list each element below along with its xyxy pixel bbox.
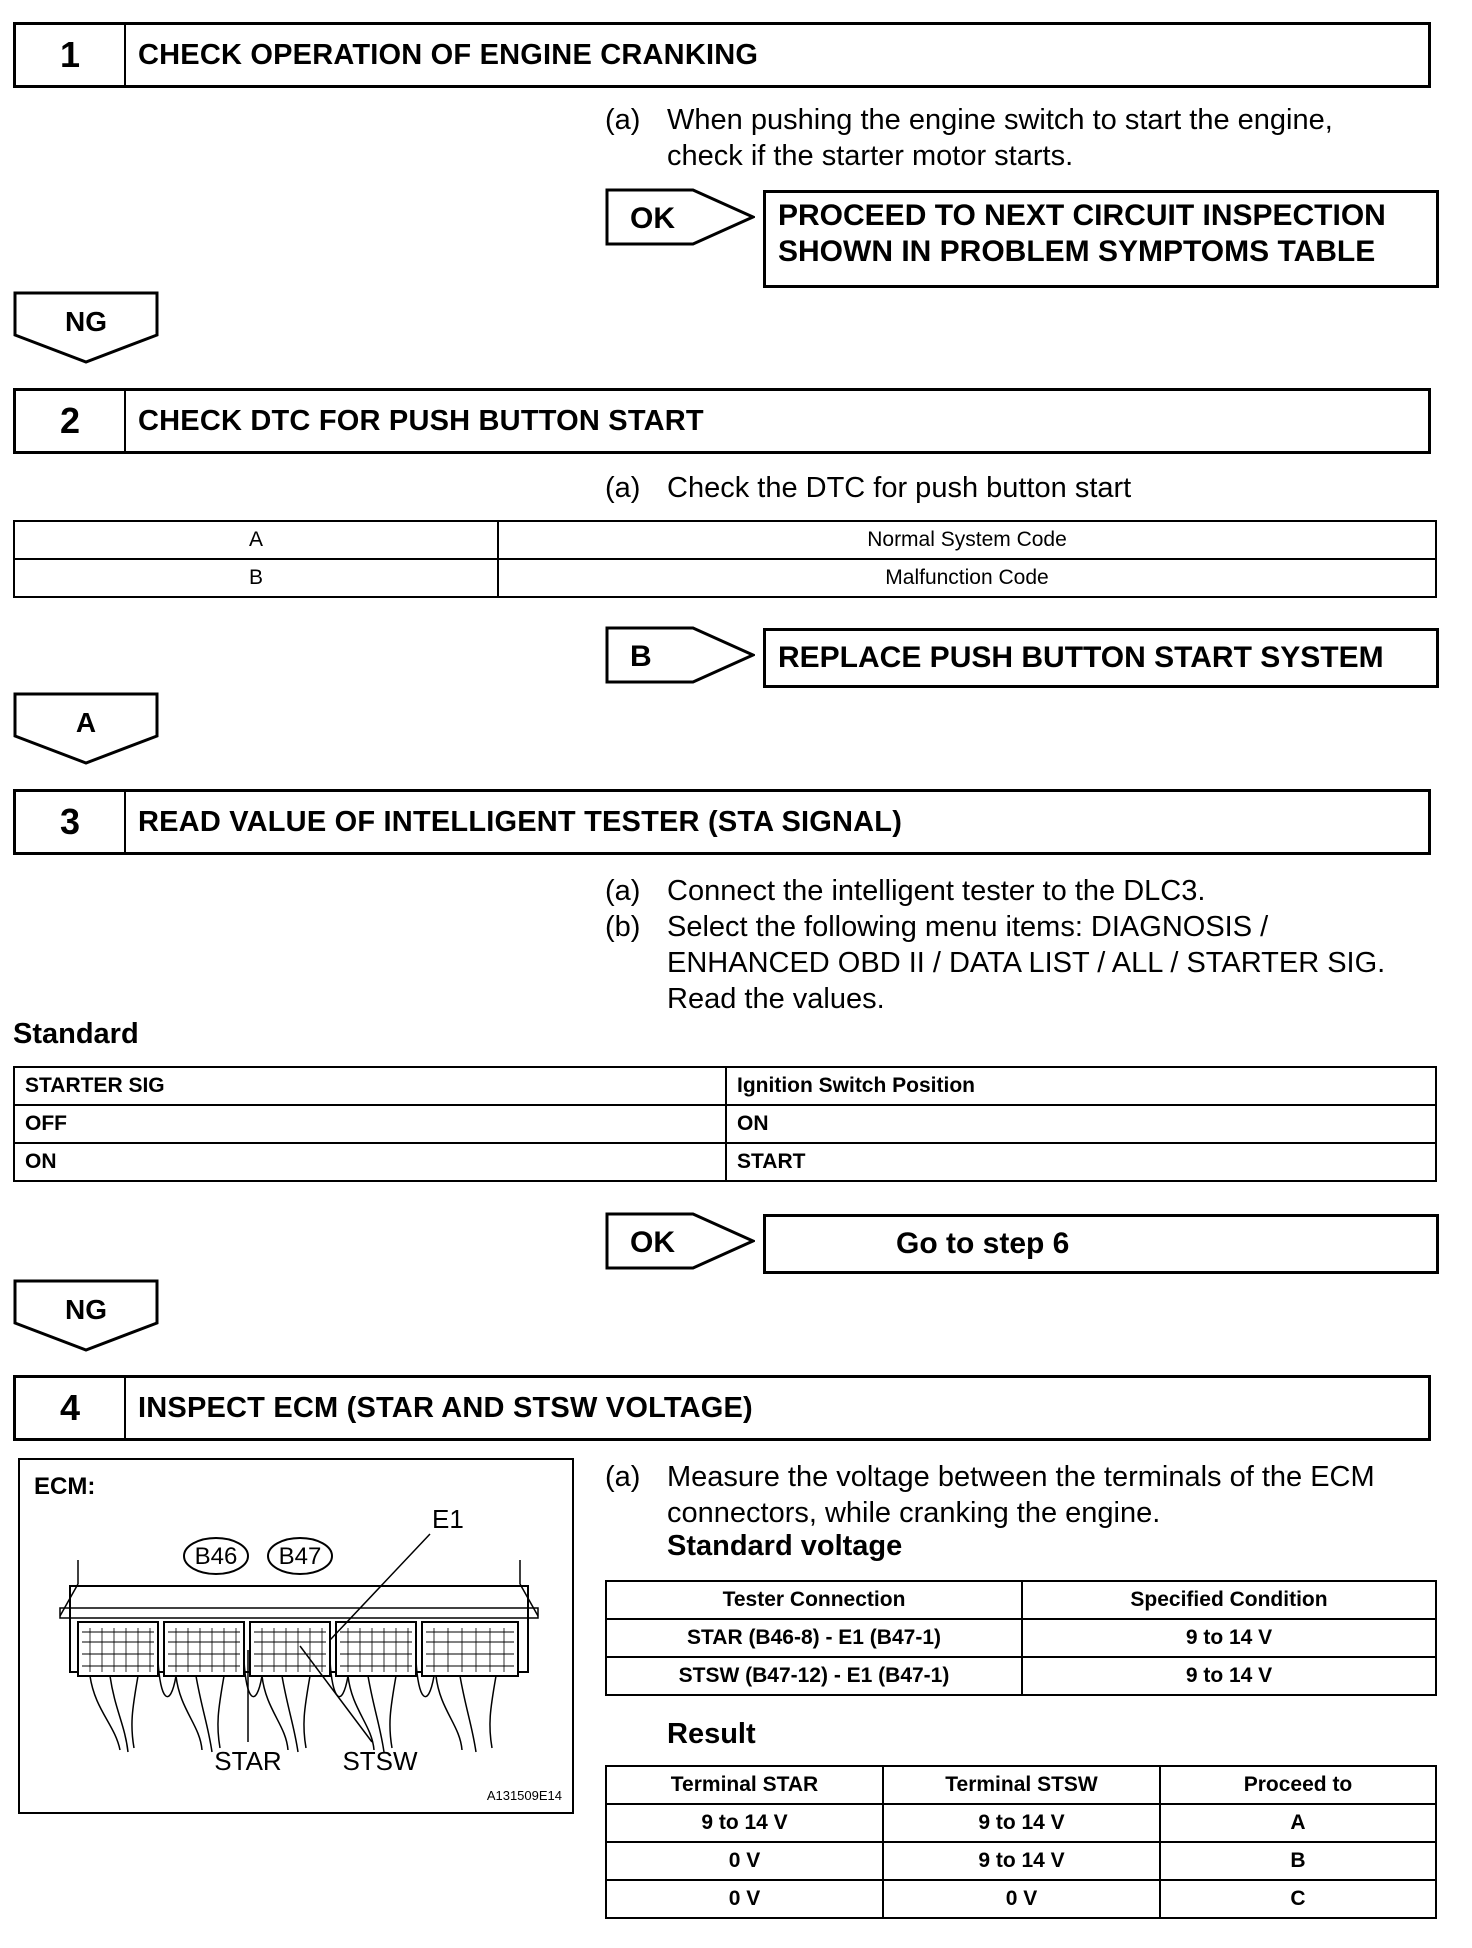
stsw-label: STSW: [342, 1746, 418, 1776]
step-4-header: [13, 1375, 1431, 1441]
table-row: [606, 1657, 1436, 1695]
result-line: REPLACE PUSH BUTTON START SYSTEM: [778, 641, 1384, 674]
instruction-line: Read the values.: [667, 983, 885, 1015]
dtc-table: [13, 520, 1437, 598]
table-header-cell: Specified Condition: [1022, 1581, 1436, 1619]
step-1-header: [13, 22, 1431, 88]
instruction-line: connectors, while cranking the engine.: [667, 1497, 1161, 1529]
step-number: 3: [16, 792, 126, 852]
step-title: INSPECT ECM (STAR AND STSW VOLTAGE): [138, 1391, 753, 1424]
standard-heading: Standard: [13, 1018, 139, 1050]
instruction-label: (b): [605, 911, 641, 943]
table-cell: STSW (B47-12) - E1 (B47-1): [606, 1657, 1022, 1695]
ng-label: NG: [65, 306, 107, 337]
result-line: Go to step 6: [896, 1227, 1070, 1260]
table-cell: 9 to 14 V: [606, 1804, 883, 1842]
table-row: [14, 521, 1436, 559]
instruction-label: (a): [605, 875, 641, 907]
step-title: CHECK DTC FOR PUSH BUTTON START: [138, 404, 704, 437]
table-header-cell: Tester Connection: [606, 1581, 1022, 1619]
table-header-cell: STARTER SIG: [14, 1067, 726, 1105]
instruction-line: Measure the voltage between the terminals of the ECM: [667, 1461, 1375, 1493]
step-3-header: [13, 789, 1431, 855]
instruction-label: (a): [605, 104, 641, 136]
table-cell: A: [1160, 1804, 1436, 1842]
table-header-row: [606, 1766, 1436, 1804]
figure-title: ECM:: [34, 1473, 96, 1500]
step-number: 2: [16, 391, 126, 451]
table-cell: 0 V: [883, 1880, 1160, 1918]
table-cell: Normal System Code: [498, 521, 1436, 559]
table-cell: START: [726, 1143, 1436, 1181]
result-line: SHOWN IN PROBLEM SYMPTOMS TABLE: [778, 235, 1376, 268]
b-arrow-icon: [605, 626, 755, 684]
step-2-header: [13, 388, 1431, 454]
ng-down-arrow-icon: [13, 1279, 161, 1353]
ecm-connector-figure: [18, 1458, 574, 1814]
table-header-cell: Terminal STAR: [606, 1766, 883, 1804]
ok-label: OK: [630, 202, 675, 235]
table-row: [14, 559, 1436, 597]
result-table: [605, 1765, 1437, 1919]
figure-code: A131509E14: [486, 1788, 562, 1803]
a-label: A: [75, 707, 97, 738]
instruction-line: When pushing the engine switch to start the engine,: [667, 104, 1333, 136]
table-cell: STAR (B46-8) - E1 (B47-1): [606, 1619, 1022, 1657]
table-cell: 0 V: [606, 1842, 883, 1880]
standard-voltage-table: [605, 1580, 1437, 1696]
table-row: [606, 1842, 1436, 1880]
ok-arrow-icon: [605, 1212, 755, 1270]
connector-blocks-icon: [78, 1622, 518, 1676]
table-cell: B: [14, 559, 498, 597]
table-header-cell: Proceed to: [1160, 1766, 1436, 1804]
a-down-arrow-icon: [13, 692, 161, 766]
instruction-line: ENHANCED OBD II / DATA LIST / ALL / STARTER SIG.: [667, 947, 1386, 979]
step-title: READ VALUE OF INTELLIGENT TESTER (STA SIGNAL): [138, 805, 903, 838]
table-row: [14, 1105, 1436, 1143]
step-title: CHECK OPERATION OF ENGINE CRANKING: [138, 38, 759, 71]
table-cell: A: [14, 521, 498, 559]
table-row: [14, 1143, 1436, 1181]
e1-label: E1: [432, 1504, 464, 1534]
table-cell: 9 to 14 V: [1022, 1619, 1436, 1657]
b-label: B: [630, 640, 652, 673]
table-cell: ON: [14, 1143, 726, 1181]
table-header-cell: Terminal STSW: [883, 1766, 1160, 1804]
table-row: [606, 1619, 1436, 1657]
starter-sig-table: [13, 1066, 1437, 1182]
table-header-row: [606, 1581, 1436, 1619]
table-row: [606, 1880, 1436, 1918]
instruction-line: Select the following menu items: DIAGNOSIS /: [667, 911, 1269, 943]
instruction-line: Connect the intelligent tester to the DLC3.: [667, 875, 1206, 907]
connector-b46-label: B46: [194, 1543, 238, 1570]
instruction-line: Check the DTC for push button start: [667, 472, 1132, 504]
table-row: [606, 1804, 1436, 1842]
ok-result-box: [763, 1214, 1439, 1274]
table-header-cell: Ignition Switch Position: [726, 1067, 1436, 1105]
ok-result-box: [763, 190, 1439, 288]
instruction-line: check if the starter motor starts.: [667, 140, 1074, 172]
ng-label: NG: [65, 1294, 107, 1325]
b-result-box: [763, 628, 1439, 688]
table-cell: ON: [726, 1105, 1436, 1143]
result-heading: Result: [667, 1718, 756, 1750]
table-cell: B: [1160, 1842, 1436, 1880]
table-cell: 0 V: [606, 1880, 883, 1918]
table-cell: OFF: [14, 1105, 726, 1143]
table-cell: 9 to 14 V: [883, 1842, 1160, 1880]
instruction-label: (a): [605, 1461, 641, 1493]
table-header-row: [14, 1067, 1436, 1105]
table-cell: C: [1160, 1880, 1436, 1918]
table-cell: 9 to 14 V: [1022, 1657, 1436, 1695]
ok-label: OK: [630, 1226, 675, 1259]
star-label: STAR: [214, 1746, 282, 1776]
table-cell: 9 to 14 V: [883, 1804, 1160, 1842]
ecm-connector-diagram: [20, 1460, 572, 1812]
instruction-label: (a): [605, 472, 641, 504]
table-cell: Malfunction Code: [498, 559, 1436, 597]
ng-down-arrow-icon: [13, 291, 161, 365]
connector-b47-label: B47: [278, 1543, 322, 1570]
step-number: 1: [16, 25, 126, 85]
result-line: PROCEED TO NEXT CIRCUIT INSPECTION: [778, 199, 1386, 232]
ok-arrow-icon: [605, 188, 755, 246]
ecm-flange-icon: [60, 1608, 538, 1618]
step-number: 4: [16, 1378, 126, 1438]
standard-voltage-heading: Standard voltage: [667, 1530, 903, 1562]
